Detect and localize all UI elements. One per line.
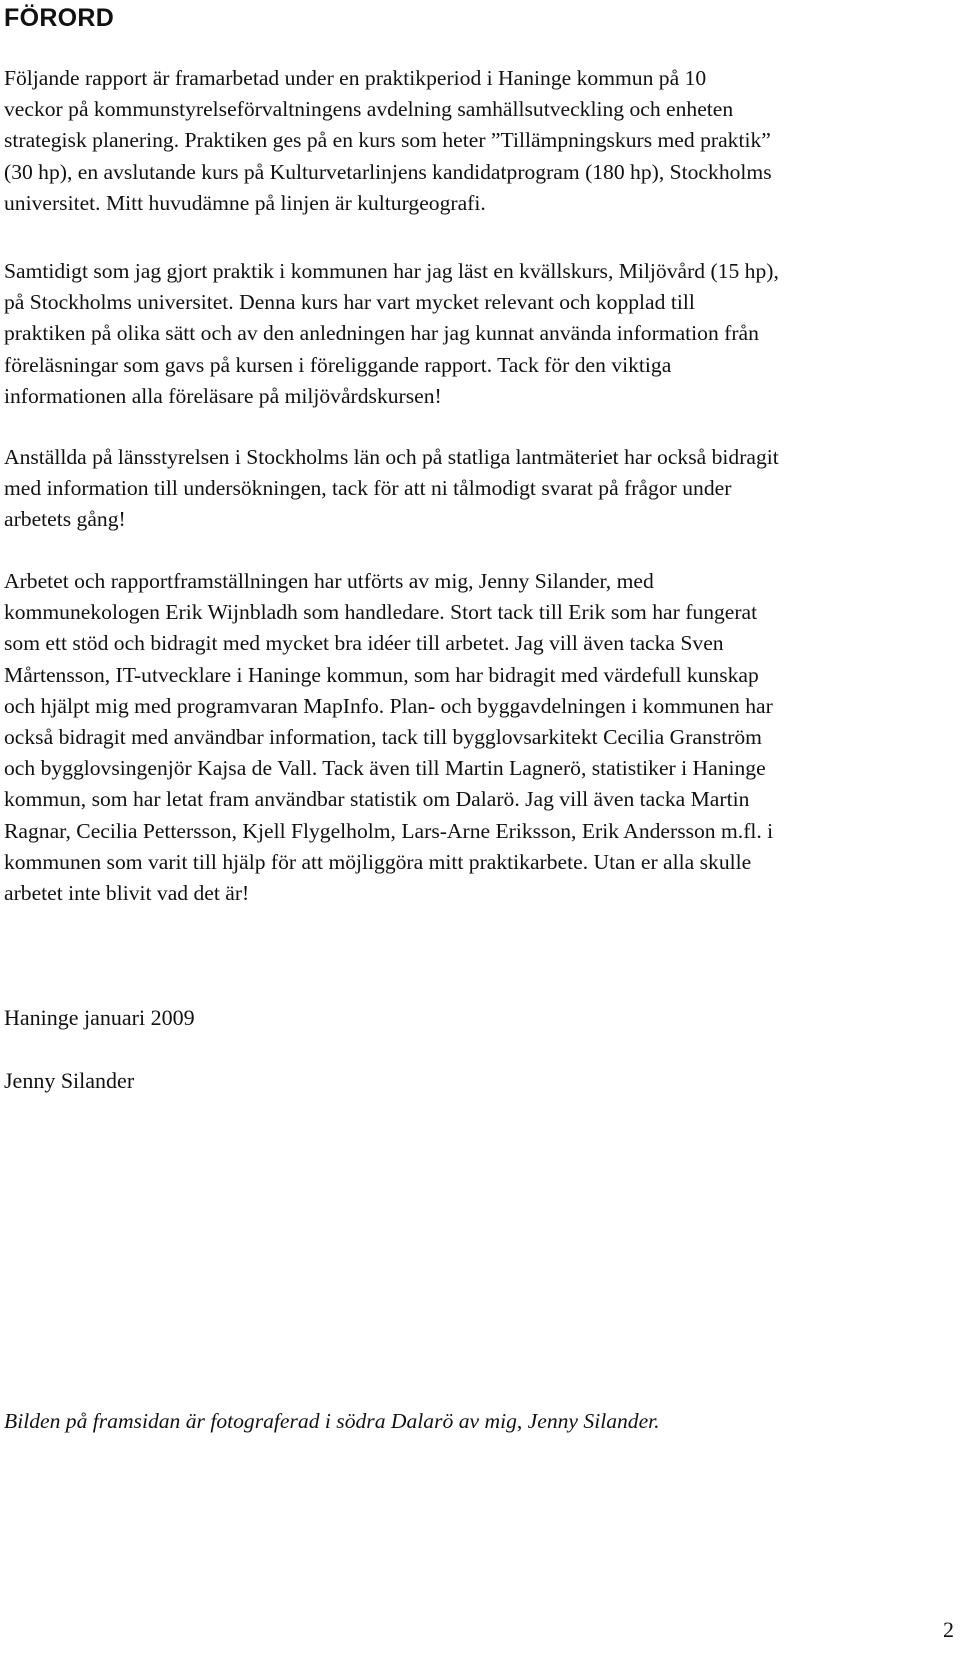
paragraph-acknowledgements: Arbetet och rapportframställningen har utförts av mig, Jenny Silander, med kommunekologen Erik Wijnbladh som handledare. Stort tack till Erik som har fungerat som ett stöd och bidragit med mycket bra idéer till arbetet. Jag vill även tacka Sven Mårtensson, IT-utvecklare i Haninge kommun, som har bidragit med värdefull kunskap och hjälpt mig med programvaran MapInfo. Plan- och byggavdelningen i kommunen har också bidragit med användbar information, tack till bygglovsarkitekt Cecilia Granström och bygglovsingenjör Kajsa de Vall. Tack även till Martin Lagnerö, statistiker i Haninge kommun, som har letat fram användbar statistik om Dalarö. Jag vill även tacka Martin Ragnar, Cecilia Pettersson, Kjell Flygelholm, Lars-Arne Eriksson, Erik Andersson m.fl. i kommunen som varit till hjälp för att möjliggöra mitt praktikarbete. Utan er alla skulle arbetet inte blivit vad det är! [4, 569, 774, 906]
photo-caption: Bilden på framsidan är fotograferad i södra Dalarö av mig, Jenny Silander. [4, 1409, 660, 1433]
page-title: FÖRORD [4, 4, 115, 32]
paragraph-intro: Följande rapport är framarbetad under en praktikperiod i Haninge kommun på 10 veckor på kommunstyrelseförvaltningens avdelning samhällsutveckling och enheten strategisk planering. Praktiken ges på en kurs som heter ”Tillämpningskurs med praktik” (30 hp), en avslutande kurs på Kulturvetarlinjens kandidatprogram (180 hp), Stockholms universitet. Mitt huvudämne på linjen är kulturgeografi. [4, 66, 772, 215]
paragraph-county-staff: Anställda på länsstyrelsen i Stockholms län och på statliga lantmäteriet har också bidragit med information till undersökningen, tack för att ni tålmodigt svarat på frågor under arbetets gång! [4, 445, 779, 532]
page-number: 2 [943, 1617, 954, 1642]
place-and-date: Haninge januari 2009 [4, 1005, 195, 1030]
paragraph-evening-course: Samtidigt som jag gjort praktik i kommunen har jag läst en kvällskurs, Miljövård (15 hp), på Stockholms universitet. Denna kurs har vart mycket relevant och kopplad till praktiken på olika sätt och av den anledningen har jag kunnat använda information från föreläsningar som gavs på kursen i föreliggande rapport. Tack för den viktiga informationen alla föreläsare på miljövårdskursen! [4, 259, 779, 408]
author-name: Jenny Silander [4, 1068, 135, 1093]
